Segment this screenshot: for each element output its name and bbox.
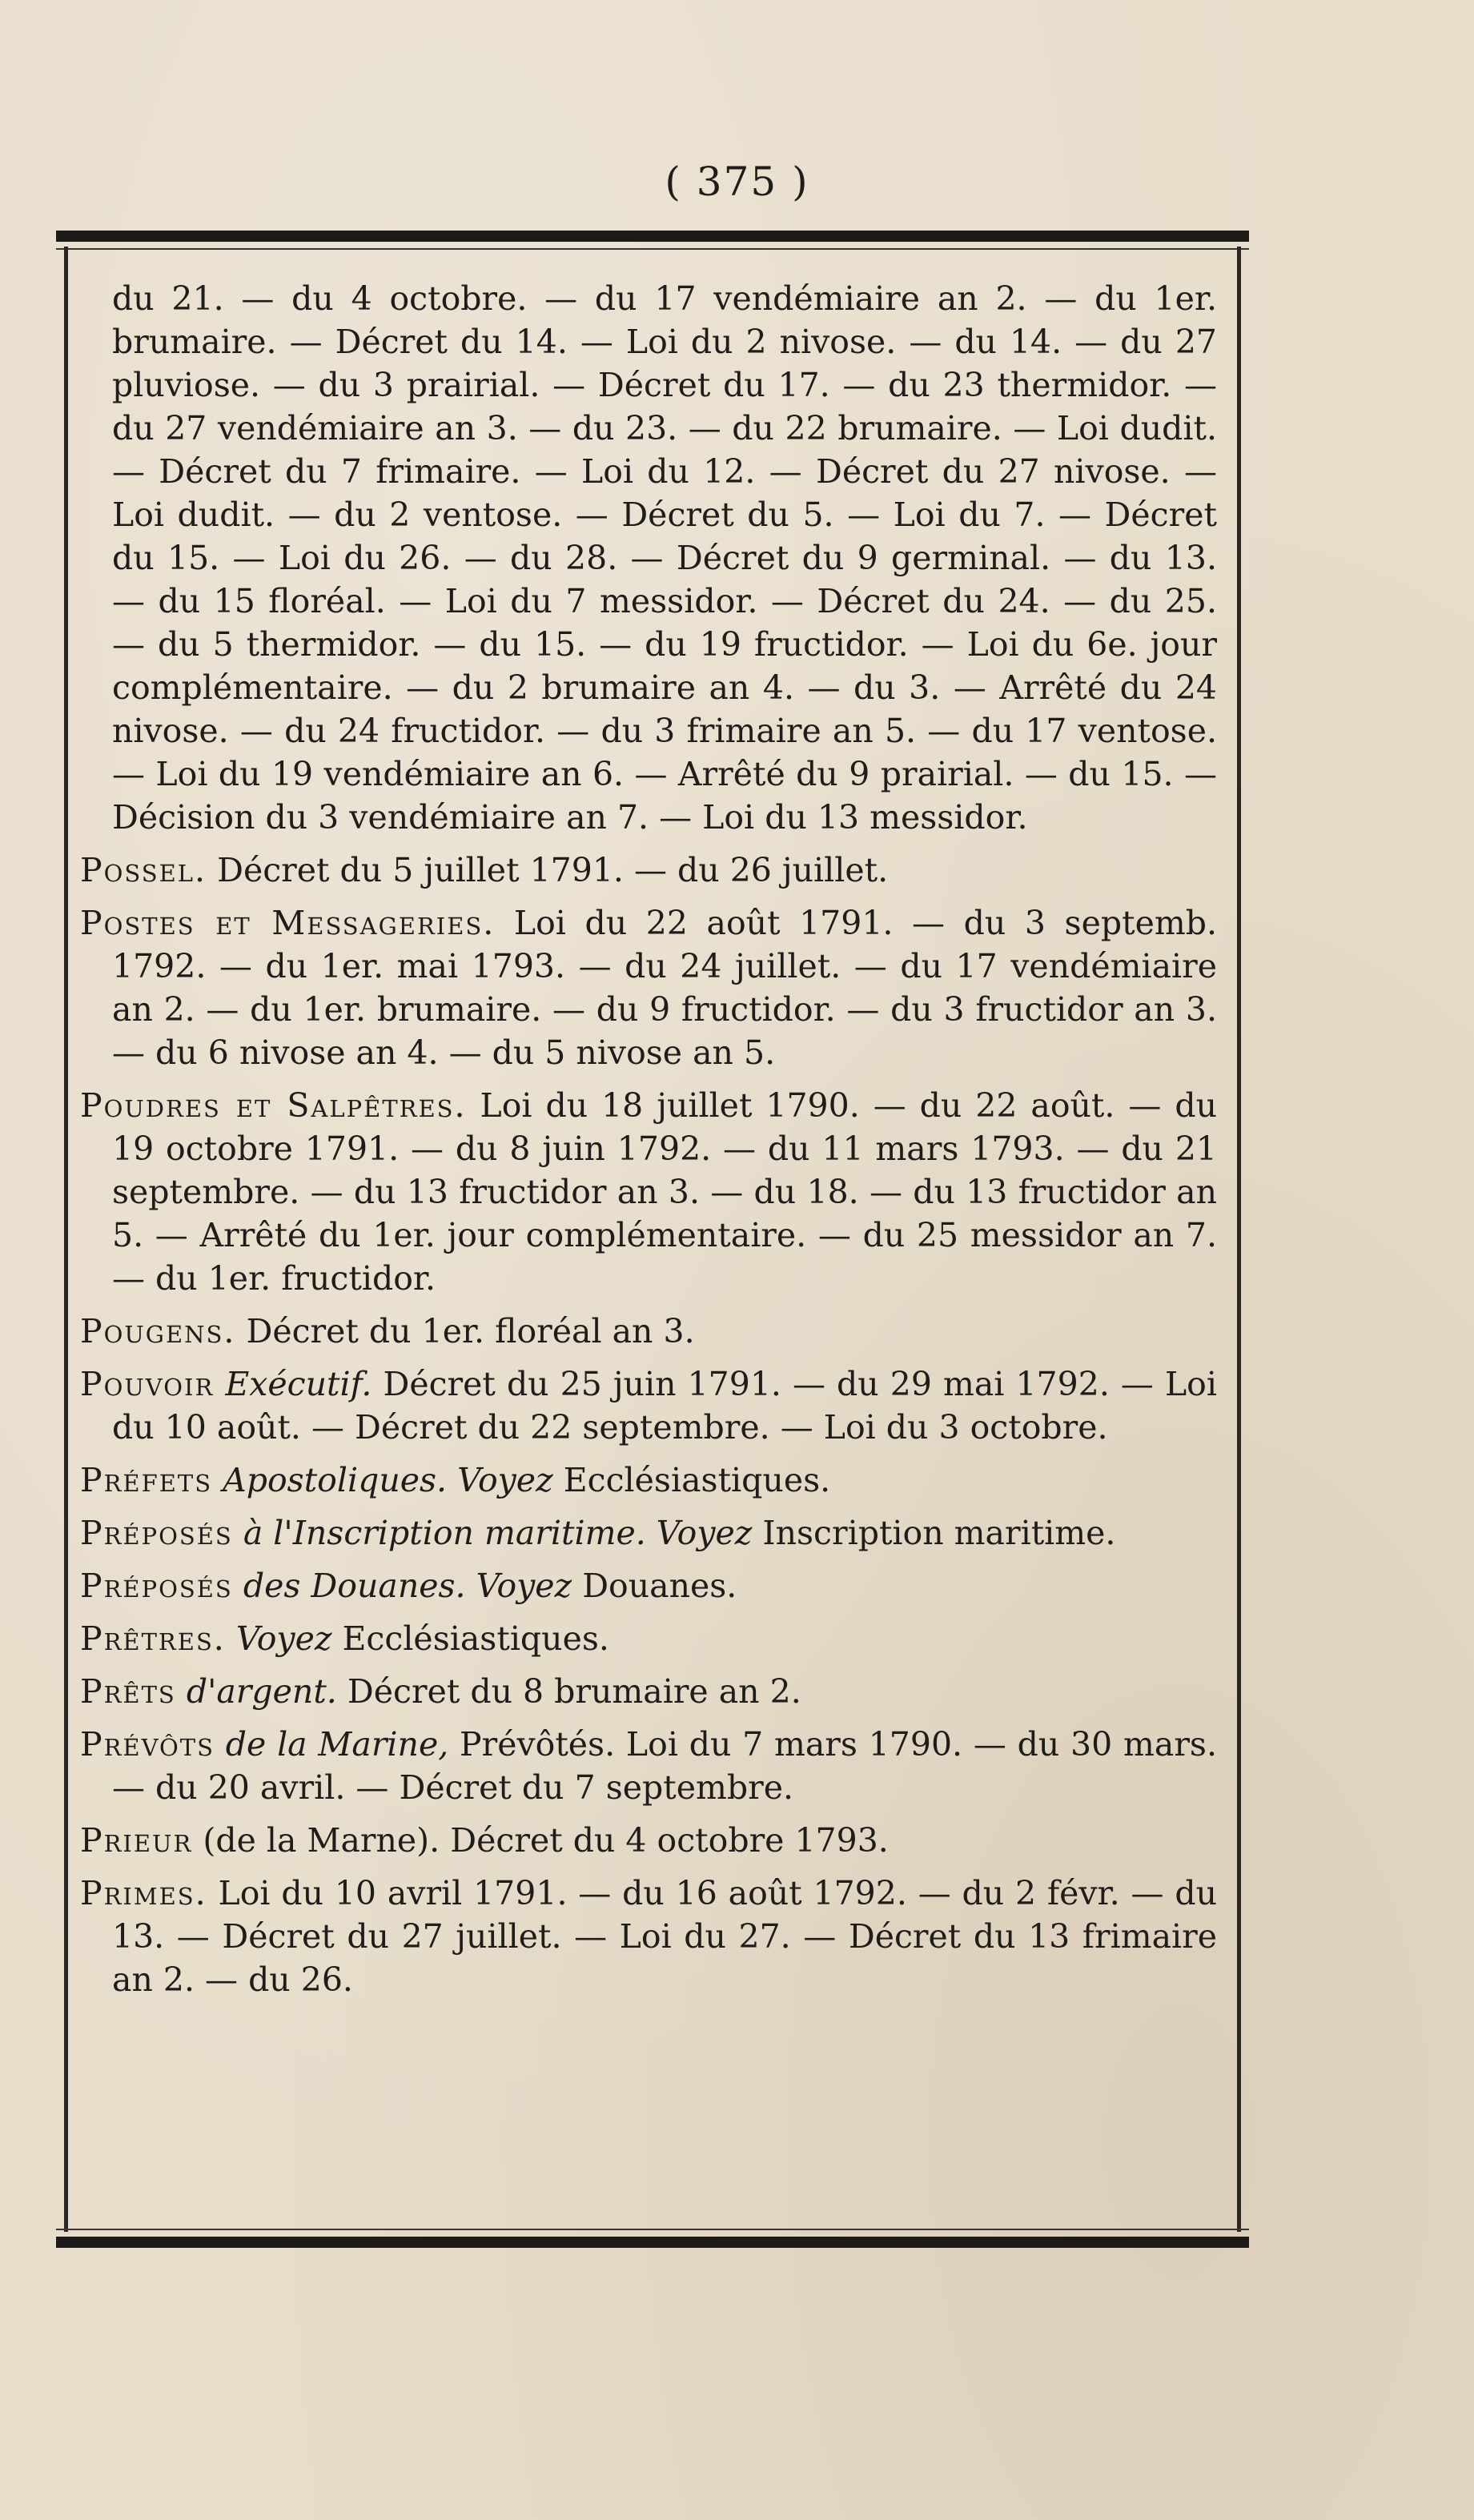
entry-preposes-inscription-maritime [80, 1511, 1217, 1555]
entry-continuation [80, 277, 1217, 839]
entry-prets-dargent [80, 1670, 1217, 1713]
entry-body: Inscription maritime. [752, 1514, 1116, 1552]
entry-prevots-de-la-marine [80, 1723, 1217, 1809]
entry-head: Poudres et Salpêtres. [80, 1086, 467, 1125]
entry-head-italic: d'argent. [175, 1672, 337, 1711]
entry-head: Postes et Messageries. [80, 904, 496, 942]
entry-body: Décret du 25 juin 1791. — du 29 mai 1792. — Loi du 10 août. — Décret du 22 septembre. — Loi du 3 octobre. [112, 1365, 1217, 1447]
entry-head: Prévôts [80, 1725, 215, 1764]
entry-body: Décret du 1er. floréal an 3. [235, 1312, 695, 1350]
entry-head: Prêts [80, 1672, 176, 1711]
entry-body: Prévôtés. Loi du 7 mars 1790. — du 30 mars. — du 20 avril. — Décret du 7 septembre. [112, 1725, 1217, 1807]
entry-body: Loi du 18 juillet 1790. — du 22 août. — du 19 octobre 1791. — du 8 juin 1792. — du 11 mars 1793. — du 21 septembre. — du 13 fructidor an 3. — du 18. — du 13 fructidor an 5. — Arrêté du 1er. jour complémentaire. — du 25 messidor an 7. — du 1er. fructidor. [112, 1086, 1217, 1298]
entry-head: Primes. [80, 1874, 207, 1912]
entry-body: Douanes. [572, 1567, 737, 1605]
top-rule [56, 231, 1249, 242]
entry-head: Pougens. [80, 1312, 236, 1350]
left-rule [64, 247, 68, 2232]
entry-pougens [80, 1310, 1217, 1353]
entry-head-italic: Exécutif. [214, 1365, 372, 1403]
entry-head-italic: Voyez [225, 1619, 332, 1658]
entry-head: Possel. [80, 851, 207, 889]
entry-prefets-apostoliques [80, 1459, 1217, 1502]
entry-possel [80, 849, 1217, 892]
entry-body: Loi du 10 avril 1791. — du 16 août 1792. — du 2 févr. — du 13. — Décret du 27 juillet. — Loi du 27. — Décret du 13 frimaire an 2. — du 26. [112, 1874, 1217, 1999]
entry-head: Préposés [80, 1567, 233, 1605]
entry-head: Pouvoir [80, 1365, 215, 1403]
entry-body: du 21. — du 4 octobre. — du 17 vendémiaire an 2. — du 1er. brumaire. — Décret du 14. — Loi du 2 nivose. — du 14. — du 27 pluviose. — du 3 prairial. — Décret du 17. — du 23 thermidor. — du 27 vendémiaire an 3. — du 23. — du 22 brumaire. — Loi dudit. — Décret du 7 frimaire. — Loi du 12. — Décret du 27 nivose. — Loi dudit. — du 2 ventose. — Décret du 5. — Loi du 7. — Décret du 15. — Loi du 26. — du 28. — Décret du 9 germinal. — du 13. — du 15 floréal. — Loi du 7 messidor. — Décret du 24. — du 25. — du 5 thermidor. — du 15. — du 19 fructidor. — Loi du 6e. jour complémentaire. — du 2 brumaire an 4. — du 3. — Arrêté du 24 nivose. — du 24 fructidor. — du 3 frimaire an 5. — du 17 ventose. — Loi du 19 vendémiaire an 6. — Arrêté du 9 prairial. — du 15. — Décision du 3 vendémiaire an 7. — Loi du 13 messidor. [112, 279, 1217, 837]
entry-head-italic: de la Marine, [215, 1725, 449, 1764]
entry-postes-et-messageries [80, 901, 1217, 1074]
entry-preposes-douanes [80, 1564, 1217, 1607]
entry-body: Décret du 5 juillet 1791. — du 26 juillet. [207, 851, 889, 889]
entry-head: Préposés [80, 1514, 233, 1552]
entry-body: Décret du 8 brumaire an 2. [336, 1672, 801, 1711]
entry-head-italic: à l'Inscription maritime. Voyez [232, 1514, 753, 1552]
entry-head: Préfets [80, 1461, 213, 1499]
right-rule [1237, 247, 1241, 2232]
entry-primes [80, 1872, 1217, 2001]
entry-head-italic: Apostoliques. Voyez [212, 1461, 553, 1499]
entry-body: Ecclésiastiques. [552, 1461, 831, 1499]
bottom-rule [56, 2237, 1249, 2248]
index-entries [80, 277, 1217, 2011]
entry-pretres [80, 1617, 1217, 1660]
entry-pouvoir-executif [80, 1362, 1217, 1449]
entry-head-italic: des Douanes. Voyez [232, 1567, 572, 1605]
entry-prieur [80, 1819, 1217, 1862]
entry-poudres-et-salpetres [80, 1084, 1217, 1300]
entry-body: Ecclésiastiques. [331, 1619, 609, 1658]
entry-body: (de la Marne). Décret du 4 octobre 1793. [192, 1821, 889, 1860]
page-number: ( 375 ) [665, 159, 809, 205]
entry-head: Prieur [80, 1821, 193, 1860]
entry-head: Prêtres. [80, 1619, 226, 1658]
entry-body: Loi du 22 août 1791. — du 3 septemb. 1792. — du 1er. mai 1793. — du 24 juillet. — du 17 vendémiaire an 2. — du 1er. brumaire. — du 9 fructidor. — du 3 fructidor an 3. — du 6 nivose an 4. — du 5 nivose an 5. [112, 904, 1217, 1072]
